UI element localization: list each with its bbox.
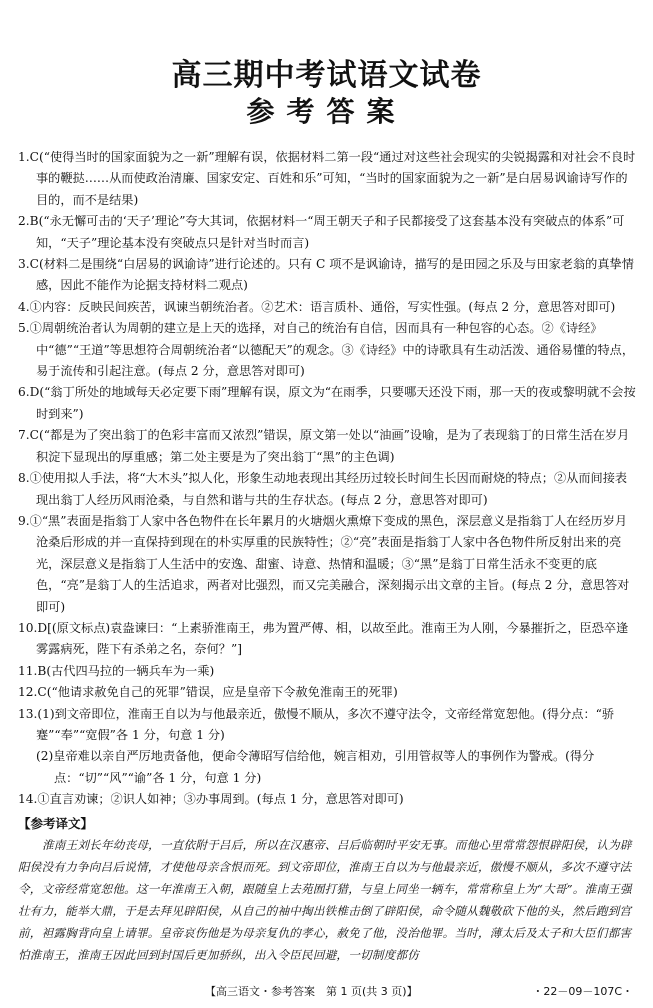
answer-item: 2.B(“永无懈可击的‘天子’理论”夸大其词，依据材料一“周王朝天子和子民都接受了这套基本没有突破点的体系”可知，“天子”理论基本没有突破点只是针对当时而言) xyxy=(18,214,625,250)
answer-item: 12.C(“他请求赦免自己的死罪”错误，应是皇帝下令赦免淮南王的死罪) xyxy=(18,685,398,700)
translation-text: 淮南王刘长年幼丧母，一直依附于吕后，所以在汉惠帝、吕后临朝时平安无事。而他心里常常怨恨辟阳侯，认为辟阳侯没有力争向吕后说情，才使他母亲含恨而死。到文帝即位，淮南王自以为与他最亲近，傲慢不顺从，多次不遵守法令，文帝经常宽恕他。这一年淮南王入朝，跟随皇上去苑囿打猎，与皇上同坐一辆车，常常称皇上为“大哥”。淮南王强壮有力，能举大鼎，于是去拜见辟阳侯，从自己的袖中掏出铁椎击倒了辟阳侯，命令随从魏敬砍下他的头，然后跑到宫前，袒露胸背向皇上请罪。皇帝哀伤他是为母亲复仇的孝心，赦免了他，没治他罪。当时，薄太后及太子和大臣们都害怕淮南王，淮南王因此回到封国后更加骄纵，出入令臣民回避，一切制度都仿 xyxy=(18,838,632,962)
answer-item: 7.C(“都是为了突出翁丁的色彩丰富而又浓烈”错误，原文第一处以“油画”设喻，是为了表现翁丁的日常生活在岁月积淀下显现出的厚重感；第二处主要是为了突出翁丁“黑”的主色调) xyxy=(18,428,630,464)
translation-heading: 【参考译文】 xyxy=(18,815,94,831)
document-title: 高三期中考试语文试卷 xyxy=(171,58,482,93)
footer-code: ・22－09－107C・ xyxy=(532,985,633,998)
answer-body xyxy=(18,147,637,966)
page-footer xyxy=(0,983,653,1001)
answer-item: 9.①“黑”表面是指翁丁人家中各色物件在长年累月的火塘烟火熏燎下变成的黑色，深层意义是指翁丁人在经历岁月沧桑后形成的并一直保持到现在的朴实厚重的民族特性；②“亮”表面是指翁丁人家中各色物件所反射出来的亮光，深层意义是指翁丁人生活中的安逸、甜蜜、诗意、热情和温暖；③“黑”是翁丁日常生活永不变更的底色，“亮”是翁丁人的生活追求，两者对比强烈，而又完美融合，深刻揭示出文章的主旨。(每点 2 分，意思答对即可) xyxy=(18,513,630,614)
answer-item: 8.①使用拟人手法，将“大木头”拟人化，形象生动地表现出其经历过较长时间生长因而耐烧的特点；②从而间接表现出翁丁人经历风雨沧桑，与自然和谐与共的生存状态。(每点 2 分，意思答对即可) xyxy=(18,471,628,507)
document-subtitle: 参考答案 xyxy=(246,95,407,128)
answer-item: 3.C(材料二是围绕“白居易的讽谕诗”进行论述的。只有 C 项不是讽谕诗，描写的是田园之乐及与田家老翁的真挚情感，因此不能作为论据支持材料二观点) xyxy=(18,257,634,293)
answer-item: 5.①周朝统治者认为周朝的建立是上天的选择，对自己的统治有自信，因而具有一种包容的心态。②《诗经》中“德”“王道”等思想符合周朝统治者“以德配天”的观念。③《诗经》中的诗歌具有生动活泼、通俗易懂的特点，易于流传和引起注意。(每点 2 分，意思答对即可) xyxy=(18,321,635,379)
answer-item: 4.①内容：反映民间疾苦，讽谏当朝统治者。②艺术：语言质朴、通俗，写实性强。(每点 2 分，意思答对即可) xyxy=(18,299,616,314)
answer-item: 1.C(“使得当时的国家面貌为之一新”理解有误，依据材料二第一段“通过对这些社会现实的尖锐揭露和对社会不良时事的鞭挞……从而使政治清廉、国家安定、百姓和乐”可知，“当时的国家面貌为之一新”是白居易讽谕诗写作的目的，而不是结果) xyxy=(18,150,636,207)
answer-item: 11.B(古代四马拉的一辆兵车为一乘) xyxy=(18,663,215,678)
footer-page-info: 【高三语文・参考答案 第 1 页(共 3 页)】 xyxy=(205,985,418,998)
answer-item-14: 14.①直言劝谏；②识人如神；③办事周到。(每点 1 分，意思答对即可) xyxy=(18,792,404,807)
answer-item-13: 13.(1)到文帝即位，淮南王自以为与他最亲近，傲慢不顺从，多次不遵守法令，文帝经常宽恕他。(得分点：“骄蹇”“奉”“宽假”各 1 分，句意 1 分) (2)皇帝难以亲自严厉地责备他，便命令薄昭写信给他，婉言相劝，引用管叔等人的事例作为警戒。(得分点：“切”“风”“谕”各 1 分，句意 1 分) xyxy=(18,704,637,790)
answer-item: 10.D[(原文标点)袁盎谏曰：“上素骄淮南王，弗为置严傅、相，以故至此。淮南王为人刚，今暴摧折之，臣恐卒逢雾露病死，陛下有杀弟之名，奈何？”] xyxy=(18,620,629,657)
answer-item-13-part2: (2)皇帝难以亲自严厉地责备他，便命令薄昭写信给他，婉言相劝，引用管叔等人的事例作为警戒。(得分点：“切”“风”“谕”各 1 分，句意 1 分) xyxy=(36,749,595,785)
answer-item: 6.D(“翁丁所处的地域每天必定要下雨”理解有误，原文为“在雨季，只要哪天还没下雨，那一天的夜或黎明就不会按时到来”) xyxy=(18,385,636,421)
